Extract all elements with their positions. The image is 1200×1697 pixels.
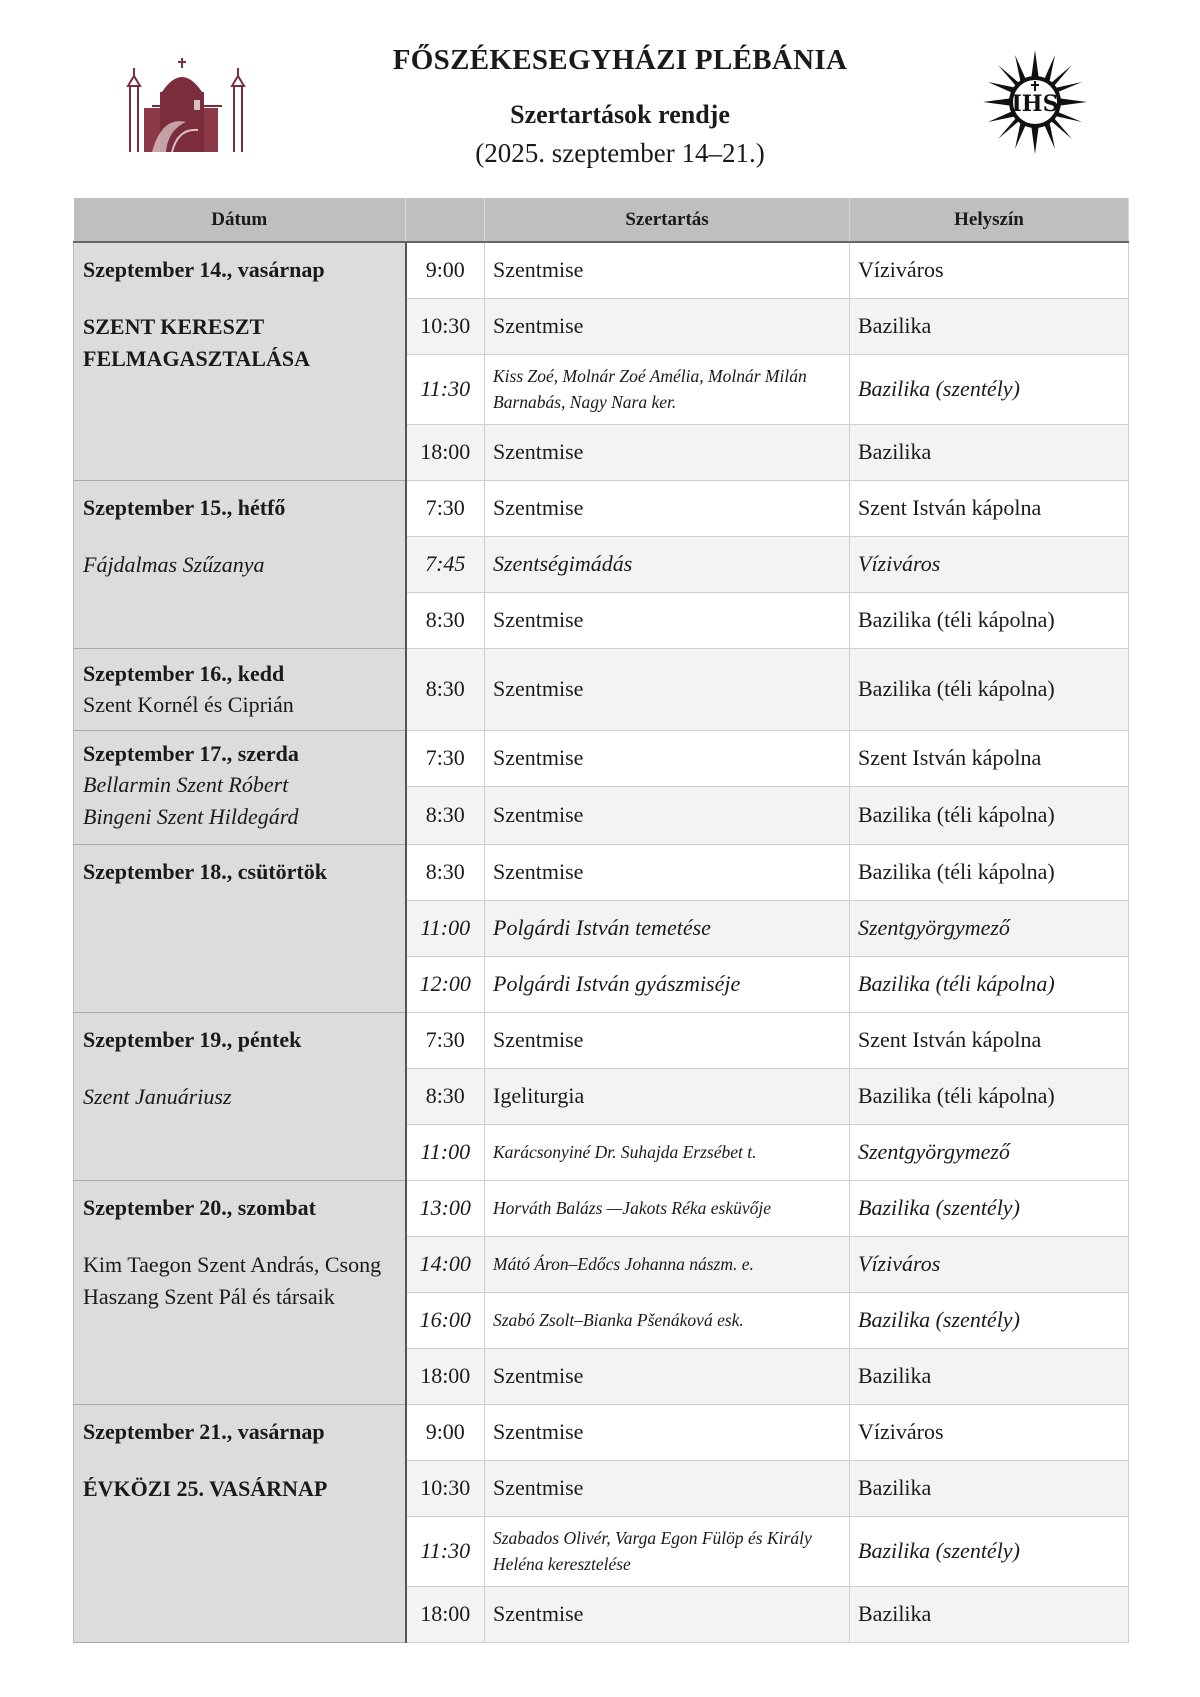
table-row (74, 730, 1129, 786)
location-cell: Bazilika (szentély) (850, 1180, 1129, 1236)
day-cell (74, 730, 406, 844)
time-cell: 7:30 (406, 480, 485, 536)
location-cell: Szent István kápolna (850, 730, 1129, 786)
service-cell: Szabados Olivér, Varga Egon Fülöp és Király Heléna keresztelése (485, 1516, 850, 1586)
location-cell: Szent István kápolna (850, 480, 1129, 536)
table-header-row (74, 198, 1129, 242)
day-cell (74, 648, 406, 730)
table-row (74, 1180, 1129, 1236)
time-cell: 18:00 (406, 1348, 485, 1404)
location-cell: Bazilika (téli kápolna) (850, 592, 1129, 648)
time-cell: 7:45 (406, 536, 485, 592)
day-feast: Szent Kornél és Ciprián (83, 691, 294, 717)
table-row (74, 648, 1129, 730)
table-row (74, 1404, 1129, 1460)
service-cell: Szentmise (485, 844, 850, 900)
service-cell: Horváth Balázs —Jakots Réka esküvője (485, 1180, 850, 1236)
location-cell: Víziváros (850, 536, 1129, 592)
time-cell: 10:30 (406, 1460, 485, 1516)
service-cell: Szentmise (485, 1586, 850, 1642)
table-row (74, 242, 1129, 298)
location-cell: Víziváros (850, 1404, 1129, 1460)
location-cell: Bazilika (szentély) (850, 1292, 1129, 1348)
date-range: (2025. szeptember 14–21.) (475, 138, 765, 168)
page-subtitle: Szertartások rendje (510, 100, 730, 129)
location-cell: Szentgyörgymező (850, 900, 1129, 956)
time-cell: 11:00 (406, 1124, 485, 1180)
service-cell: Szentségimádás (485, 536, 850, 592)
day-feast-1: Bellarmin Szent Róbert (83, 771, 289, 797)
day-date: Szeptember 15., hétfő (83, 494, 286, 520)
service-cell: Szentmise (485, 480, 850, 536)
day-cell (74, 480, 406, 648)
service-cell: Szentmise (485, 424, 850, 480)
day-cell (74, 1180, 406, 1404)
time-cell: 9:00 (406, 242, 485, 298)
day-date: Szeptember 21., vasárnap (83, 1418, 325, 1444)
day-date: Szeptember 20., szombat (83, 1194, 316, 1220)
header-location: Helyszín (850, 198, 1129, 242)
time-cell: 18:00 (406, 424, 485, 480)
table-row (74, 844, 1129, 900)
location-cell: Bazilika (850, 1586, 1129, 1642)
service-cell: Kiss Zoé, Molnár Zoé Amélia, Molnár Milán Barnabás, Nagy Nara ker. (485, 354, 850, 424)
location-cell: Szent István kápolna (850, 1012, 1129, 1068)
day-date: Szeptember 18., csütörtök (83, 858, 327, 884)
location-cell: Bazilika (850, 424, 1129, 480)
time-cell: 11:00 (406, 900, 485, 956)
day-feast-2: Bingeni Szent Hildegárd (83, 803, 299, 829)
day-feast: ÉVKÖZI 25. VASÁRNAP (83, 1475, 328, 1501)
service-cell: Szentmise (485, 1404, 850, 1460)
day-date: Szeptember 19., péntek (83, 1026, 302, 1052)
service-cell: Szentmise (485, 730, 850, 786)
page-title: FŐSZÉKESEGYHÁZI PLÉBÁNIA (392, 44, 848, 76)
service-cell: Igeliturgia (485, 1068, 850, 1124)
time-cell: 11:30 (406, 354, 485, 424)
time-cell: 18:00 (406, 1586, 485, 1642)
time-cell: 7:30 (406, 730, 485, 786)
time-cell: 10:30 (406, 298, 485, 354)
day-cell (74, 1012, 406, 1180)
service-cell: Szentmise (485, 298, 850, 354)
service-cell: Szentmise (485, 242, 850, 298)
day-feast: Kim Taegon Szent András, Csong Haszang Szent Pál és társaik (83, 1251, 382, 1309)
day-cell (74, 1404, 406, 1642)
time-cell: 16:00 (406, 1292, 485, 1348)
service-cell: Szabó Zsolt–Bianka Pšenáková esk. (485, 1292, 850, 1348)
time-cell: 8:30 (406, 592, 485, 648)
location-cell: Víziváros (850, 242, 1129, 298)
location-cell: Bazilika (téli kápolna) (850, 1068, 1129, 1124)
service-cell: Szentmise (485, 786, 850, 844)
service-cell: Polgárdi István gyászmiséje (485, 956, 850, 1012)
header-time (406, 198, 485, 242)
day-cell (74, 844, 406, 1012)
time-cell: 8:30 (406, 648, 485, 730)
day-date: Szeptember 17., szerda (83, 740, 299, 766)
svg-text:IHS: IHS (1011, 91, 1059, 117)
header-service: Szertartás (485, 198, 850, 242)
service-cell: Polgárdi István temetése (485, 900, 850, 956)
day-feast: SZENT KERESZT FELMAGASZTALÁSA (83, 314, 310, 371)
service-cell: Szentmise (485, 1348, 850, 1404)
location-cell: Bazilika (850, 1348, 1129, 1404)
service-cell: Szentmise (485, 1012, 850, 1068)
time-cell: 11:30 (406, 1516, 485, 1586)
location-cell: Bazilika (téli kápolna) (850, 786, 1129, 844)
time-cell: 8:30 (406, 1068, 485, 1124)
day-feast: Fájdalmas Szűzanya (83, 551, 265, 577)
service-cell: Szentmise (485, 1460, 850, 1516)
table-row (74, 1012, 1129, 1068)
time-cell: 8:30 (406, 786, 485, 844)
day-date: Szeptember 16., kedd (83, 660, 285, 686)
location-cell: Bazilika (téli kápolna) (850, 648, 1129, 730)
day-cell (74, 242, 406, 480)
location-cell: Bazilika (szentély) (850, 1516, 1129, 1586)
time-cell: 8:30 (406, 844, 485, 900)
location-cell: Bazilika (850, 1460, 1129, 1516)
location-cell: Bazilika (szentély) (850, 354, 1129, 424)
time-cell: 13:00 (406, 1180, 485, 1236)
day-date: Szeptember 14., vasárnap (83, 257, 325, 282)
schedule-table (73, 198, 1129, 1643)
service-cell: Szentmise (485, 648, 850, 730)
service-cell: Karácsonyiné Dr. Suhajda Erzsébet t. (485, 1124, 850, 1180)
table-row (74, 480, 1129, 536)
location-cell: Szentgyörgymező (850, 1124, 1129, 1180)
location-cell: Víziváros (850, 1236, 1129, 1292)
location-cell: Bazilika (téli kápolna) (850, 844, 1129, 900)
location-cell: Bazilika (téli kápolna) (850, 956, 1129, 1012)
time-cell: 14:00 (406, 1236, 485, 1292)
time-cell: 9:00 (406, 1404, 485, 1460)
time-cell: 7:30 (406, 1012, 485, 1068)
location-cell: Bazilika (850, 298, 1129, 354)
service-cell: Szentmise (485, 592, 850, 648)
header-date: Dátum (74, 198, 406, 242)
time-cell: 12:00 (406, 956, 485, 1012)
day-feast: Szent Januáriusz (83, 1083, 232, 1109)
service-cell: Mátó Áron–Edőcs Johanna nászm. e. (485, 1236, 850, 1292)
